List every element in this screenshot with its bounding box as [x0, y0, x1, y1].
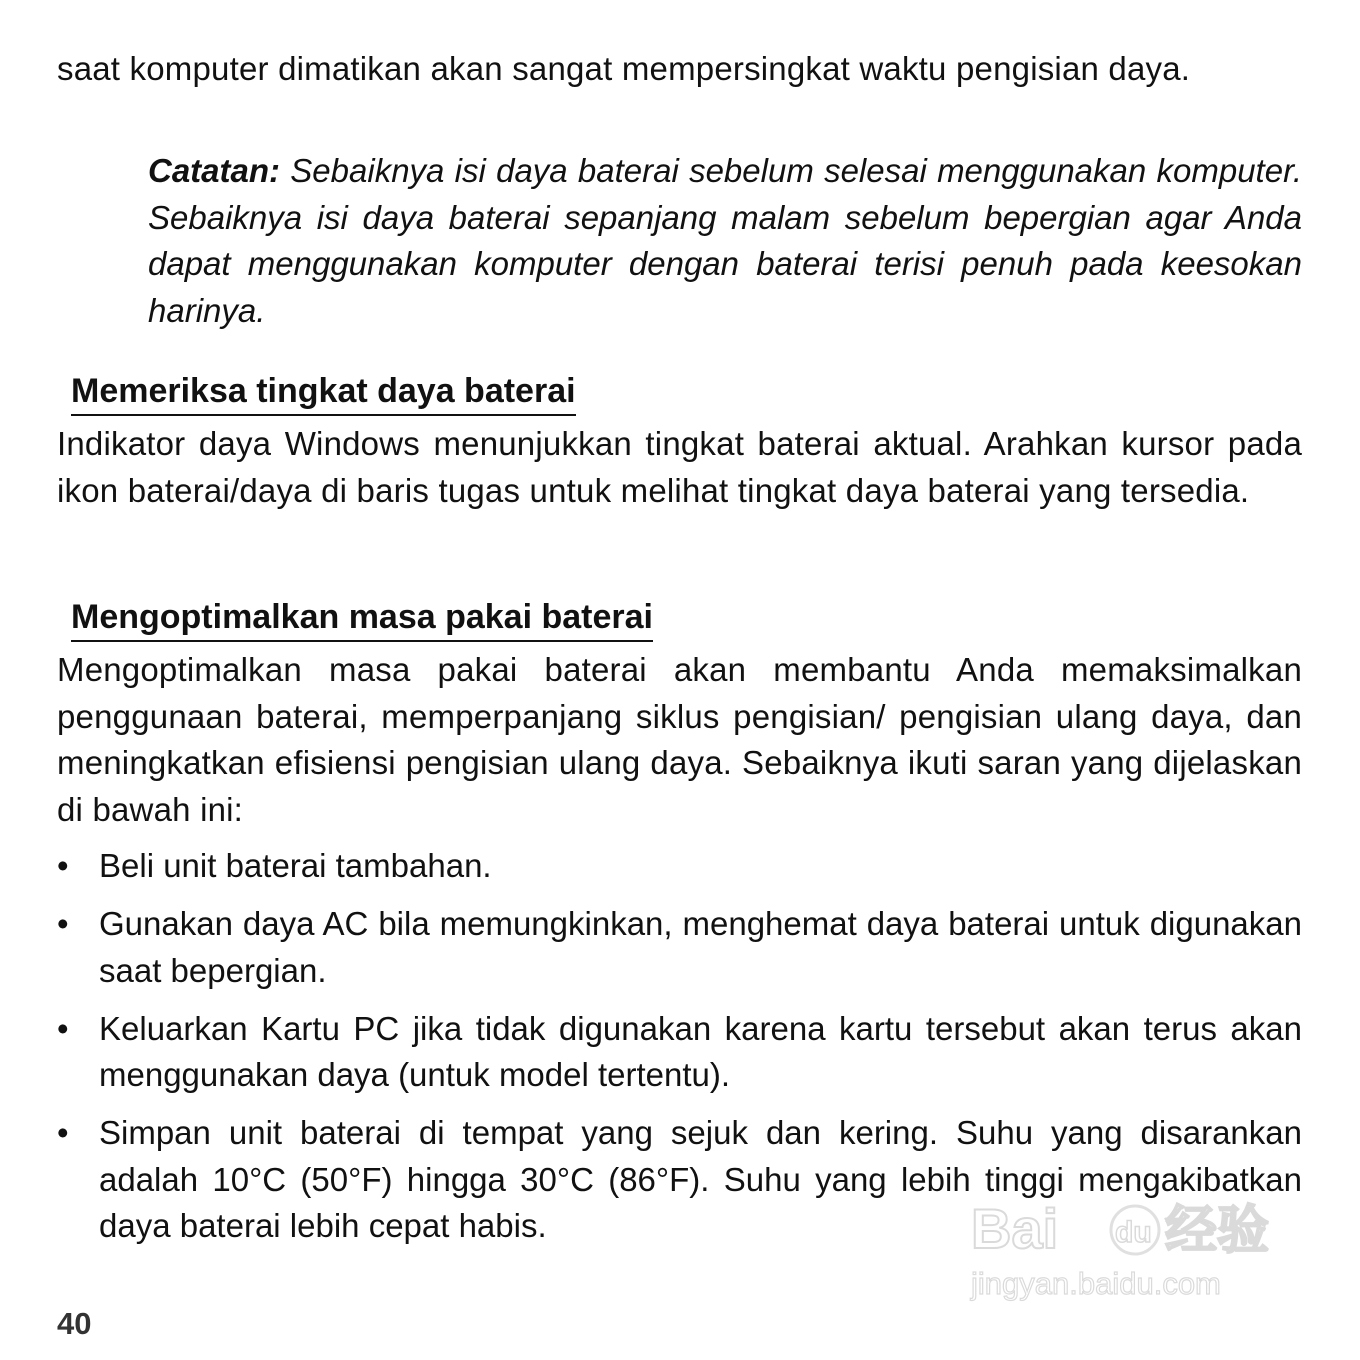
section-heading-optimize-battery: Mengoptimalkan masa pakai baterai	[71, 597, 653, 642]
page-number: 40	[57, 1306, 92, 1341]
svg-text:jingyan.baidu.com: jingyan.baidu.com	[971, 1266, 1221, 1301]
svg-text:Bai: Bai	[971, 1197, 1059, 1260]
list-item-text: Beli unit baterai tambahan.	[99, 847, 492, 884]
svg-text:经验: 经验	[1165, 1201, 1270, 1261]
bullet-icon: •	[57, 905, 69, 942]
section-body-check-battery: Indikator daya Windows menunjukkan tingkat baterai aktual. Arahkan kursor pada ikon baterai/daya di baris tugas untuk melihat tingkat daya baterai yang tersedia.	[57, 425, 1302, 509]
list-item-text: Gunakan daya AC bila memungkinkan, menghemat daya baterai untuk digunakan saat bepergian.	[99, 905, 1302, 989]
section-body-optimize-battery: Mengoptimalkan masa pakai baterai akan membantu Anda memaksimalkan penggunaan baterai, memperpanjang siklus pengisian/ pengisian ulang daya, dan meningkatkan efisiensi pengisian ulang daya. Sebaiknya ikuti saran yang dijelaskan di bawah ini:	[57, 651, 1302, 828]
intro-paragraph: saat komputer dimatikan akan sangat mempersingkat waktu pengisian daya.	[57, 50, 1191, 87]
baidu-watermark-logo	[965, 1190, 1285, 1310]
bullet-icon: •	[57, 1114, 69, 1151]
list-item-text: Keluarkan Kartu PC jika tidak digunakan karena kartu tersebut akan terus akan menggunakan daya (untuk model tertentu).	[99, 1009, 1302, 1093]
list-item	[57, 1006, 1302, 1099]
note-label: Catatan:	[148, 152, 281, 189]
list-item	[57, 843, 1302, 890]
list-item	[57, 901, 1302, 994]
note-text: Sebaiknya isi daya baterai sebelum selesai menggunakan komputer. Sebaiknya isi daya baterai sepanjang malam sebelum bepergian agar Anda dapat menggunakan komputer dengan baterai terisi penuh pada keesokan harinya.	[148, 152, 1302, 329]
bullet-icon: •	[57, 1009, 69, 1047]
bullet-icon: •	[57, 847, 69, 884]
section-heading-check-battery: Memeriksa tingkat daya baterai	[71, 371, 576, 416]
note-paragraph	[148, 148, 1302, 334]
svg-text:du: du	[1115, 1216, 1152, 1249]
list-item-text: Simpan unit baterai di tempat yang sejuk dan kering. Suhu yang disarankan adalah 10°C (50°F) hingga 30°C (86°F). Suhu yang lebih tinggi mengakibatkan daya baterai lebih cepat habis.	[99, 1114, 1302, 1244]
